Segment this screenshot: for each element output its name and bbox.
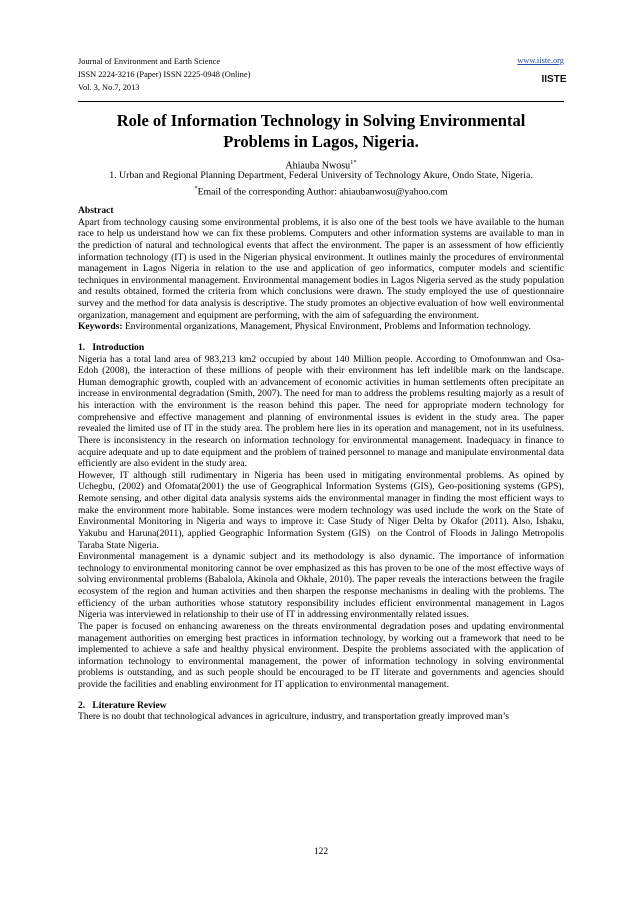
keywords-line [78,321,564,333]
introduction-paragraph-3: Environmental management is a dynamic subject and its methodology is also dynamic. The importance of information technology to environmental monitoring cannot be over emphasized as this has proven to be one of the most effective ways of solving environmental problems (Babalola, Akinola and Okhale, 2010). The paper reveals the interactions between the fragile ecosystem of the region and human activities and then sharpen the response mechanisms in dealing with the problems. The efficiency of the urban authorities whose statutory responsibility includes efficient environmental management in Lagos Nigeria was interviewed in relationship to their use of IT in addressing environmentally related issues. [78,551,564,621]
author-mark: 1* [350,159,357,166]
page-number: 122 [313,847,329,857]
literature-paragraph-1: There is no doubt that technological advances in agriculture, industry, and transportation greatly improved man’s [78,711,509,723]
paper-body [78,205,564,723]
introduction-paragraph-2: However, IT although still rudimentary in Nigeria has been used in mitigating environmental problems. As opined by Uchegbu, (2002) and Ofomata(2001) the use of Geographical Information Systems (GIS), Geo-positioning systems (GPS), Remote sensing, and other digital data analysis systems aids the environmental manager in finding the most efficient ways to make the environment more habitable. Some instances were modern technology was used include the work on the State of Environmental Monitoring in Nigeria and ways to improve it: Case Study of Niger Delta by Okafor (2011). Also, Ishaku, Yakubu and Haruna(2011), applied Geographic Information System (GIS) on the Control of Floods in Jalingo Metropolis Taraba State Nigeria. [78,469,564,551]
iiste-logo [541,68,567,88]
introduction-paragraph-1: Nigeria has a total land area of 983,213 km2 occupied by about 140 Million people. According to Omofonmwan and Osa-Edoh (2008), the interaction of these millions of people with their environment has left indelible mark on the landscape. Human demographic growth, coupled with an advancement of economic activities in human settlements often precipitate an increase in environmental degradation (Smith, 2007). The need for man to address the problems resulting majorly as a result of his interaction with the environment is the reason behind this paper. The need for appropriate modern technology for comprehensive and effective management and planning of environmental issues is evident in the study area. The paper revealed the limited use of IT in the study area. The problem here lies in its operation and management, not in its usefulness. There is inconsistency in the research on information technology for environmental management. Inadequacy in finance to acquire adequate and up to date equipment and the problem of trained personnel to manage and manipulate environmental data efficiently are also evident in the study area. [78,353,564,470]
affiliation: 1. Urban and Regional Planning Department, Federal University of Technology Akure, Ondo State, Nigeria. [109,170,533,181]
logo-text: IISTE [541,74,567,85]
introduction-paragraph-4: The paper is focused on enhancing awareness on the threats environmental degradation poses and updating environmental management authorities on emerging best practices in information technology, by working out a framework that need to be implemented to achieve a safe and healthy physical environment. Despite the problems associated with the application of information technology to environmental management, the power of information technology in solving environmental problems is outstanding, and as such people should be encouraged to be IT literate and governments and agencies should provide the facilities and enabling environment for IT application to environmental management. [78,620,564,690]
journal-volume: Vol. 3, No.7, 2013 [78,83,140,92]
journal-url-link[interactable]: www.iiste.org [517,56,564,65]
abstract-heading: Abstract [78,205,114,216]
email-line [78,182,564,198]
email-mark: * [194,185,198,192]
abstract-text: Apart from technology causing some environmental problems, it is also one of the best tools we have available to the human race to help us understand how we can fix these problems. Computers and other information systems are available to man in the prediction of natural and technological events that affect the environment. The paper is an assessment of how efficiently information technology (IT) is used in the Nigerian physical environment. It outlines mainly the procedures of environmental management in Lagos Nigeria in relation to the use and application of geo informatics, computer models and scientific techniques in environmental management. Environmental management bodies in Lagos Nigeria served as the study population and results obtained, formed the criteria from which conclusions were drawn. The study employed the use of questionnaire survey and the method for data analysis is descriptive. The study promotes an objective evaluation of how well environmental organization, management and equipment are performing, with the aim of safeguarding the environment. [78,216,564,321]
journal-name: Journal of Environment and Earth Science [78,57,221,66]
paper-title [78,110,564,152]
title-line-1: Role of Information Technology in Solving Environmental [116,111,526,130]
keywords-label: Keywords: [78,321,123,333]
keywords-text: Environmental organizations, Management, Physical Environment, Problems and Information technology. [124,321,531,333]
title-line-2: Problems in Lagos, Nigeria. [223,132,419,151]
introduction-heading: 1. Introduction [78,341,145,353]
author-name: Ahiauba Nwosu [285,160,351,172]
journal-issn: ISSN 2224-3216 (Paper) ISSN 2225-0948 (Online) [78,70,251,79]
header-rule [78,101,564,102]
literature-heading: 2. Literature Review [78,699,167,711]
corresponding-email: Email of the corresponding Author: ahiaubanwosu@yahoo.com [197,186,448,198]
